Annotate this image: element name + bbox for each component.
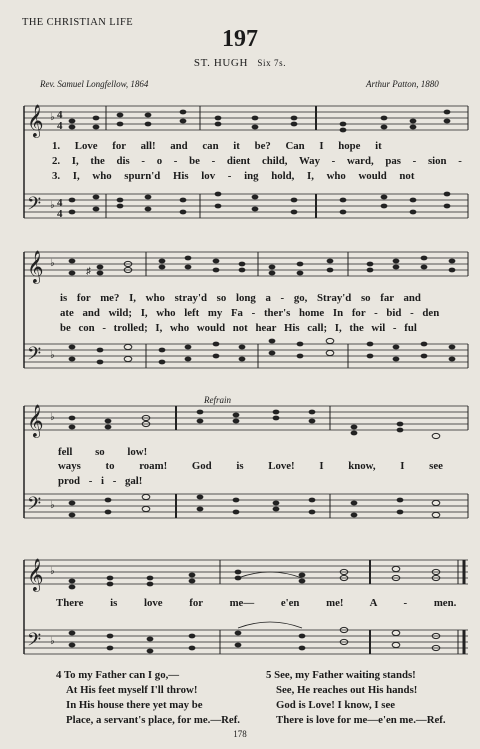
svg-text:♭: ♭ <box>50 636 55 647</box>
refrain-label: Refrain <box>204 395 231 405</box>
svg-text:4: 4 <box>57 208 63 220</box>
music-system-4 <box>0 550 480 670</box>
time-signature: 4 <box>57 109 63 121</box>
svg-text:♭: ♭ <box>50 412 55 423</box>
bass-clef-icon: 𝄢 <box>27 493 42 518</box>
bass-clef-icon: 𝄢 <box>27 343 42 368</box>
flat-key-icon: ♭ <box>50 112 55 123</box>
svg-text:♭: ♭ <box>50 350 55 361</box>
bass-clef-icon: 𝄢 <box>27 629 42 654</box>
meter-label: Six 7s. <box>257 58 287 68</box>
stanza-line: Place, a servant's place, for me.—Ref. <box>66 714 240 726</box>
stanza-line: There is love for me—e'en me.—Ref. <box>276 714 446 726</box>
author-credit: Rev. Samuel Longfellow, 1864 <box>40 79 149 89</box>
stanza-line: At His feet myself I'll throw! <box>66 684 198 696</box>
system-1-verse-1: 1. Love for all! and can it be? Can I hope it <box>52 140 382 152</box>
composer-credit: Arthur Patton, 1880 <box>366 79 439 89</box>
tune-name <box>0 57 480 69</box>
bass-clef-icon: 𝄢 <box>27 193 42 218</box>
system-3-verse-1: fell so low! <box>58 446 148 458</box>
svg-text:♭: ♭ <box>50 566 55 577</box>
stanza-line: See, He reaches out His hands! <box>276 684 418 696</box>
svg-text:♭: ♭ <box>50 500 55 511</box>
stanza-line: God is Love! I know, I see <box>276 699 396 711</box>
system-3-verse-2: ways to roam! God is Love! I know, I see <box>58 460 443 472</box>
bass-staff-1 <box>24 194 468 218</box>
treble-clef-icon: 𝄞 <box>27 106 44 137</box>
stanza-line: To my Father can I go,— <box>63 669 180 681</box>
system-4-verse-1: There is love for me— e'en me! A - men. <box>56 597 457 609</box>
system-3-verse-3: prod - i - gal! <box>58 475 143 487</box>
system-1-verse-3: 3. I, who spurn'd His lov - ing hold, I, who would not <box>52 170 415 182</box>
stanza-number: 5 <box>266 669 272 681</box>
system-2-verse-3: be con - trolled; I, who would not hear His call; I, the wil - ful <box>60 322 417 334</box>
stanza-number: 4 <box>56 669 62 681</box>
system-1-verse-2: 2. I, the dis - o - be - dient child, Way - ward, pas - sion - <box>52 155 462 167</box>
treble-clef-icon: 𝄞 <box>27 252 44 283</box>
hymn-number: 197 <box>222 26 258 52</box>
system-2-verse-1: is for me? I, who stray'd so long a - go, Stray'd so far and <box>60 292 421 304</box>
sharp-icon: ♯ <box>86 266 91 277</box>
treble-clef-icon: 𝄞 <box>27 406 44 437</box>
svg-text:4: 4 <box>57 197 63 209</box>
page-number: 178 <box>233 729 247 739</box>
svg-text:♭: ♭ <box>50 258 55 269</box>
stanza-line: In His house there yet may be <box>66 699 203 711</box>
svg-text:4: 4 <box>57 120 63 132</box>
treble-clef-icon: 𝄞 <box>27 560 44 591</box>
system-2-verse-2: ate and wild; I, who left my Fa - ther's home In for - bid - den <box>60 307 440 319</box>
treble-staff-1 <box>24 106 468 130</box>
section-title: THE CHRISTIAN LIFE <box>22 17 134 28</box>
stanza-line: See, my Father waiting stands! <box>274 669 416 681</box>
svg-text:♭: ♭ <box>50 200 55 211</box>
stanza-5 <box>266 668 446 728</box>
tune-name-label: ST. HUGH <box>193 57 249 69</box>
stanza-4 <box>56 668 240 728</box>
